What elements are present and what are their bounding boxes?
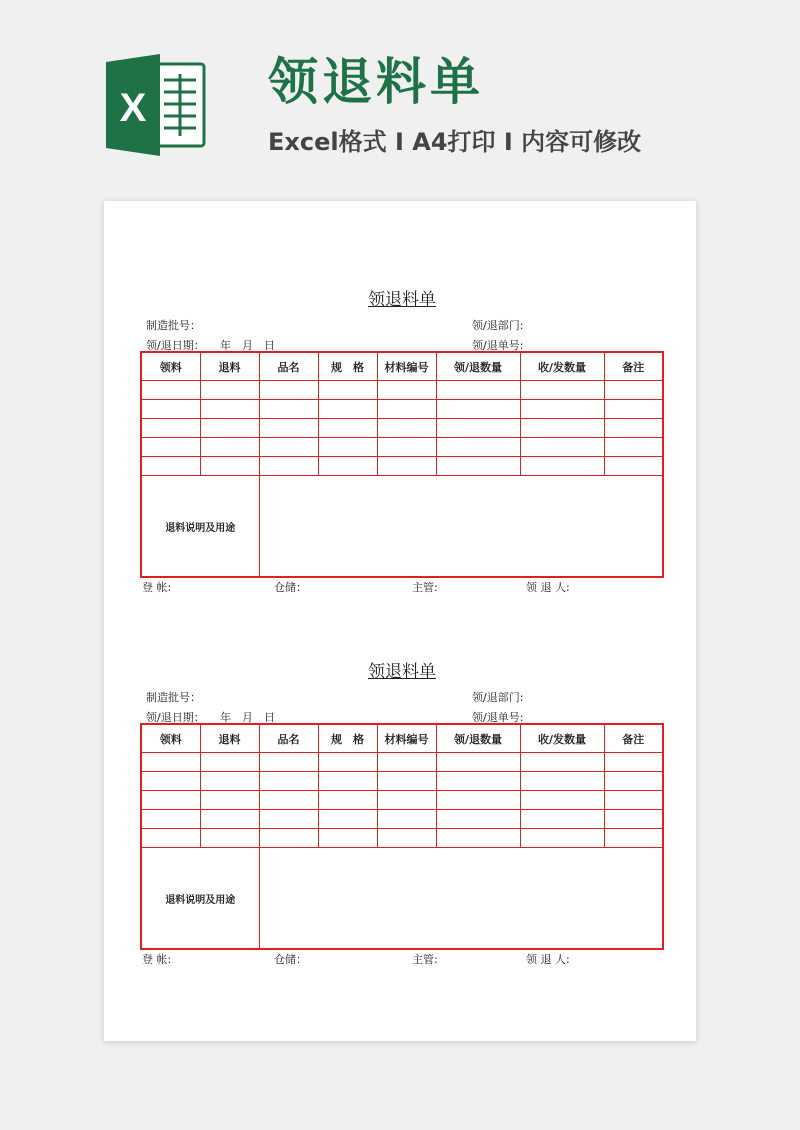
table-cell[interactable]: [318, 753, 377, 772]
column-header: 规 格: [318, 352, 377, 381]
batch-number-label: 制造批号：: [146, 691, 201, 704]
table-cell[interactable]: [520, 381, 604, 400]
table-cell[interactable]: [377, 753, 436, 772]
table-cell[interactable]: [604, 438, 663, 457]
table-cell[interactable]: [200, 438, 259, 457]
table-cell[interactable]: [436, 753, 520, 772]
table-cell[interactable]: [141, 791, 200, 810]
table-cell[interactable]: [141, 419, 200, 438]
table-cell[interactable]: [200, 753, 259, 772]
svg-text:X: X: [119, 86, 147, 130]
table-cell[interactable]: [604, 381, 663, 400]
table-cell[interactable]: [377, 810, 436, 829]
column-header: 规 格: [318, 724, 377, 753]
table-cell[interactable]: [436, 791, 520, 810]
table-cell[interactable]: [141, 772, 200, 791]
table-cell[interactable]: [318, 419, 377, 438]
ledger-label: 登 帐:: [142, 953, 172, 966]
table-cell[interactable]: [318, 810, 377, 829]
table-cell[interactable]: [259, 810, 318, 829]
storage-label: 仓储：: [274, 581, 307, 594]
table-cell[interactable]: [259, 791, 318, 810]
table-cell[interactable]: [377, 457, 436, 476]
table-cell[interactable]: [318, 400, 377, 419]
table-cell[interactable]: [436, 419, 520, 438]
date-units: 年 月 日: [220, 339, 275, 352]
order-number-label: 领/退单号:: [472, 339, 524, 352]
remark-label: 退料说明及用途: [141, 848, 259, 950]
table-cell[interactable]: [259, 457, 318, 476]
excel-logo-icon: [102, 50, 212, 160]
column-header: 退料: [200, 352, 259, 381]
table-cell[interactable]: [377, 829, 436, 848]
storage-label: 仓储：: [274, 953, 307, 966]
table-header-row: [141, 352, 663, 381]
table-cell[interactable]: [200, 381, 259, 400]
table-cell[interactable]: [520, 829, 604, 848]
table-cell[interactable]: [200, 829, 259, 848]
column-header: 品名: [259, 352, 318, 381]
table-cell[interactable]: [520, 753, 604, 772]
column-header: 领料: [141, 724, 200, 753]
date-label: 领/退日期：: [146, 339, 205, 352]
table-cell[interactable]: [377, 791, 436, 810]
table-cell[interactable]: [141, 381, 200, 400]
table-cell[interactable]: [436, 438, 520, 457]
table-cell[interactable]: [141, 400, 200, 419]
column-header: 领料: [141, 352, 200, 381]
column-header: 领/退数量: [436, 724, 520, 753]
table-cell[interactable]: [520, 438, 604, 457]
table-cell[interactable]: [141, 829, 200, 848]
table-cell[interactable]: [200, 419, 259, 438]
batch-number-label: 制造批号：: [146, 319, 201, 332]
table-row: [141, 419, 663, 438]
table-header-row: [141, 724, 663, 753]
date-label: 领/退日期：: [146, 711, 205, 724]
table-row: [141, 381, 663, 400]
table-cell[interactable]: [200, 791, 259, 810]
table-row: [141, 791, 663, 810]
table-cell[interactable]: [318, 438, 377, 457]
remark-input-cell[interactable]: [259, 476, 663, 578]
table-cell[interactable]: [259, 438, 318, 457]
remark-input-cell[interactable]: [259, 848, 663, 950]
table-cell[interactable]: [259, 419, 318, 438]
column-header: 备注: [604, 352, 663, 381]
remark-label: 退料说明及用途: [141, 476, 259, 578]
table-cell[interactable]: [604, 400, 663, 419]
table-cell[interactable]: [141, 753, 200, 772]
table-row: [141, 400, 663, 419]
ledger-label: 登 帐:: [142, 581, 172, 594]
remark-row: [141, 848, 663, 950]
column-header: 品名: [259, 724, 318, 753]
recipient-label: 领 退 人:: [526, 953, 570, 966]
table-cell[interactable]: [604, 829, 663, 848]
table-cell[interactable]: [604, 419, 663, 438]
table-cell[interactable]: [377, 400, 436, 419]
table-cell[interactable]: [200, 810, 259, 829]
table-cell[interactable]: [436, 400, 520, 419]
table-cell[interactable]: [141, 810, 200, 829]
table-cell[interactable]: [318, 829, 377, 848]
table-cell[interactable]: [200, 400, 259, 419]
table-cell[interactable]: [604, 772, 663, 791]
table-cell[interactable]: [436, 829, 520, 848]
table-cell[interactable]: [377, 772, 436, 791]
table-cell[interactable]: [200, 457, 259, 476]
page-title: 领退料单: [268, 53, 484, 111]
table-row: [141, 753, 663, 772]
table-cell[interactable]: [377, 438, 436, 457]
table-cell[interactable]: [318, 381, 377, 400]
table-cell[interactable]: [436, 810, 520, 829]
table-cell[interactable]: [436, 457, 520, 476]
material-table: [140, 723, 664, 950]
column-header: 材料编号: [377, 724, 436, 753]
table-cell[interactable]: [377, 381, 436, 400]
table-cell[interactable]: [259, 753, 318, 772]
supervisor-label: 主管:: [412, 581, 438, 594]
table-cell[interactable]: [141, 438, 200, 457]
page-subtitle: Excel格式 I A4打印 I 内容可修改: [268, 128, 642, 156]
table-cell[interactable]: [520, 457, 604, 476]
table-cell[interactable]: [520, 791, 604, 810]
column-header: 领/退数量: [436, 352, 520, 381]
column-header: 收/发数量: [520, 724, 604, 753]
table-row: [141, 457, 663, 476]
department-label: 领/退部门:: [472, 691, 524, 704]
order-number-label: 领/退单号:: [472, 711, 524, 724]
table-cell[interactable]: [259, 400, 318, 419]
table-cell[interactable]: [259, 381, 318, 400]
table-cell[interactable]: [141, 457, 200, 476]
table-cell[interactable]: [259, 772, 318, 791]
remark-row: [141, 476, 663, 578]
date-units: 年 月 日: [220, 711, 275, 724]
table-cell[interactable]: [318, 772, 377, 791]
form-title: 领退料单: [368, 662, 436, 682]
table-row: [141, 438, 663, 457]
recipient-label: 领 退 人:: [526, 581, 570, 594]
column-header: 收/发数量: [520, 352, 604, 381]
table-row: [141, 772, 663, 791]
table-cell[interactable]: [520, 810, 604, 829]
table-row: [141, 829, 663, 848]
table-cell[interactable]: [520, 400, 604, 419]
column-header: 材料编号: [377, 352, 436, 381]
table-cell[interactable]: [604, 753, 663, 772]
table-cell[interactable]: [520, 772, 604, 791]
table-cell[interactable]: [436, 381, 520, 400]
column-header: 退料: [200, 724, 259, 753]
table-row: [141, 810, 663, 829]
supervisor-label: 主管:: [412, 953, 438, 966]
table-cell[interactable]: [318, 457, 377, 476]
department-label: 领/退部门:: [472, 319, 524, 332]
table-cell[interactable]: [604, 457, 663, 476]
material-table: [140, 351, 664, 578]
table-cell[interactable]: [604, 791, 663, 810]
table-cell[interactable]: [436, 772, 520, 791]
column-header: 备注: [604, 724, 663, 753]
table-cell[interactable]: [604, 810, 663, 829]
form-title: 领退料单: [368, 290, 436, 310]
table-cell[interactable]: [377, 419, 436, 438]
table-cell[interactable]: [318, 791, 377, 810]
document-sheet: [104, 201, 696, 1041]
table-cell[interactable]: [200, 772, 259, 791]
page-header: [0, 0, 800, 190]
table-cell[interactable]: [259, 829, 318, 848]
table-cell[interactable]: [520, 419, 604, 438]
